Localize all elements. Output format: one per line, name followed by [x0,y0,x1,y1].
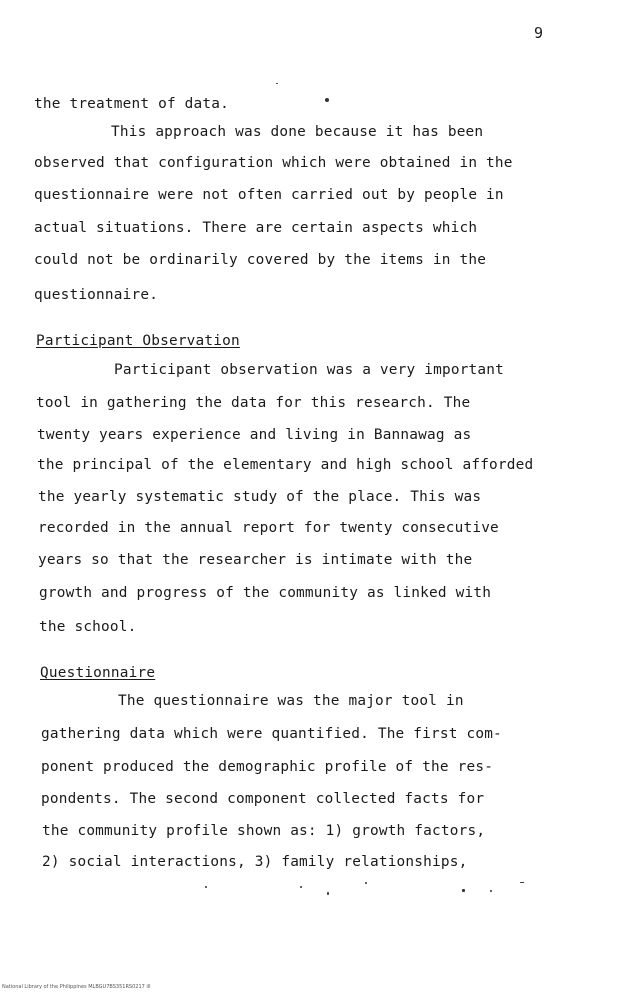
text-line: recorded in the annual report for twenty consecutive [38,520,499,536]
scan-speck [365,882,367,884]
text-line: The questionnaire was the major tool in [118,693,464,709]
text-line: years so that the researcher is intimate with the [38,552,473,568]
text-line: pondents. The second component collected facts for [41,791,485,807]
text-line: questionnaire were not often carried out by people in [34,187,504,203]
text-line: twenty years experience and living in Bannawag as [37,427,472,443]
scan-speck [276,83,278,84]
text-line: growth and progress of the community as linked with [39,585,492,601]
text-line: tool in gathering the data for this research. The [36,395,471,411]
text-line: the school. [39,619,137,635]
footer-watermark: National Library of the Philippines MLBGU7BS351RS0217 ill [2,984,151,990]
scan-speck [490,890,492,892]
text-line: the principal of the elementary and high school afforded [37,457,534,473]
scan-speck [520,882,524,883]
scan-speck [462,889,465,892]
scan-speck [327,892,329,895]
text-line: the treatment of data. [34,96,230,112]
scan-speck [300,886,302,888]
text-line: the community profile shown as: 1) growth factors, [42,823,486,839]
text-line: This approach was done because it has been [111,124,484,140]
text-line: questionnaire. [34,287,159,303]
text-line: actual situations. There are certain aspects which [34,220,478,236]
scan-speck [205,886,207,888]
text-line: Participant observation was a very important [114,362,505,378]
scan-speck [325,98,329,102]
text-line: 2) social interactions, 3) family relationships, [42,854,468,870]
page-number: 9 [534,24,544,42]
text-line: ponent produced the demographic profile of the res- [41,759,494,775]
text-line: could not be ordinarily covered by the items in the [34,252,487,268]
section-heading-participant-observation: Participant Observation [36,333,240,349]
section-heading-questionnaire: Questionnaire [40,665,156,681]
text-line: observed that configuration which were obtained in the [34,155,513,171]
text-line: the yearly systematic study of the place. This was [38,489,482,505]
text-line: gathering data which were quantified. The first com- [41,726,502,742]
